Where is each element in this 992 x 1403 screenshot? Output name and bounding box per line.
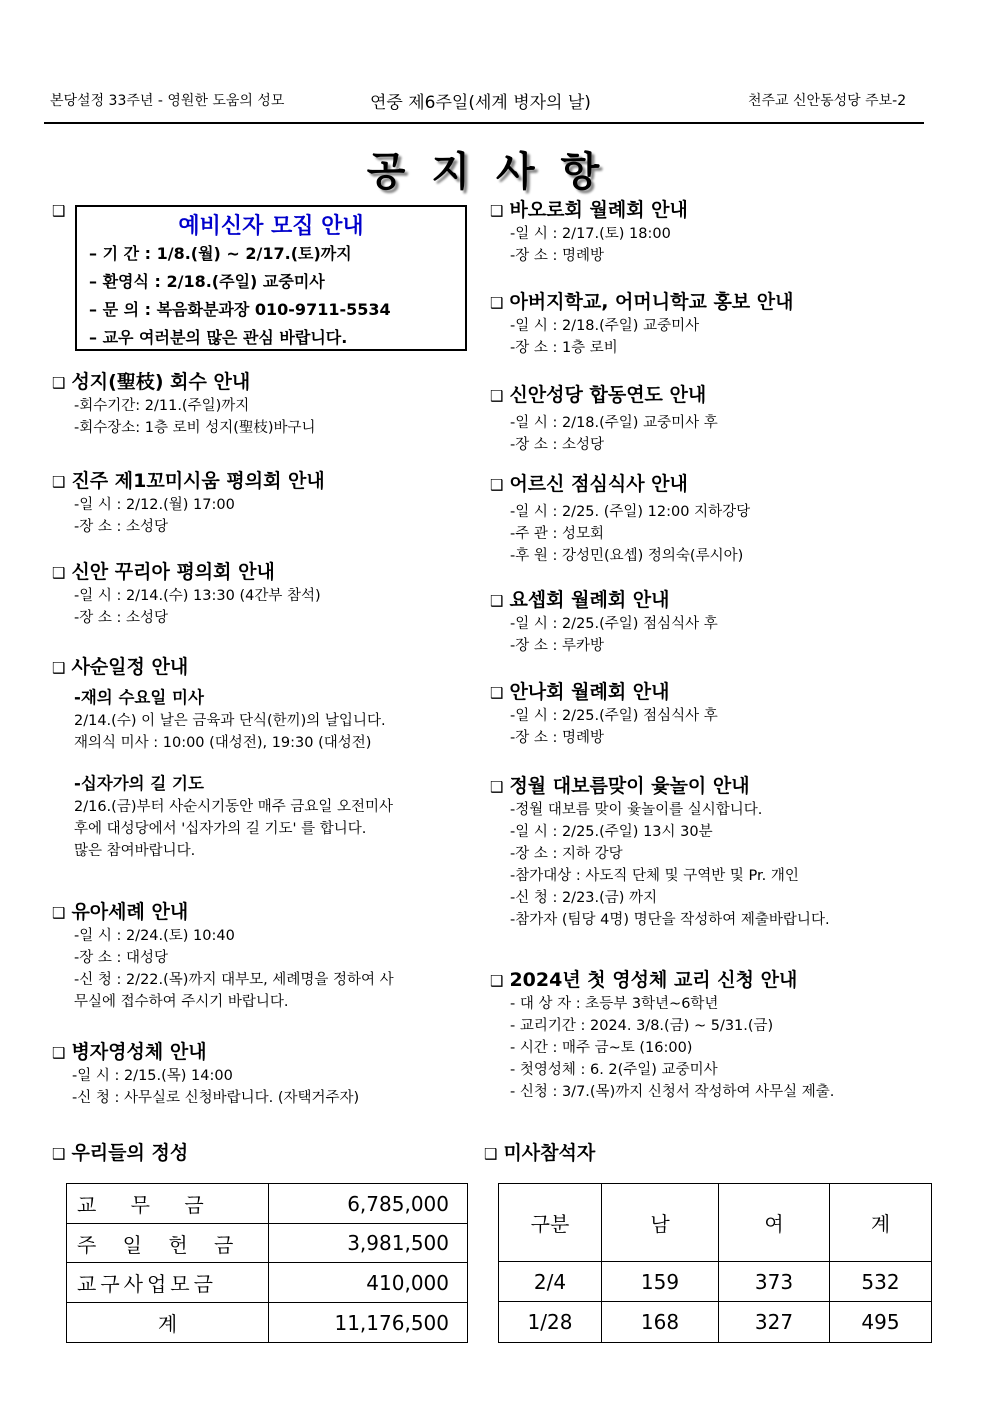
- column-header: 계: [830, 1184, 932, 1262]
- section-line: -일 시 : 2/25.(주일) 13시 30분: [510, 824, 713, 840]
- notice-section: ❑ 어르신 점심식사 안내 -일 시 : 2/25. (주일) 12:00 지하강당 -주 관 : 성모회 -후 원 : 강성민(요셉) 정의숙(루시아): [490, 472, 750, 567]
- section-line: 2/14.(수) 이 날은 금육과 단식(한끼)의 날입니다.: [74, 713, 386, 729]
- notice-section: ❑ 요셉회 월례회 안내 -일 시 : 2/25.(주일) 점심식사 후 -장 소 : 루카방: [490, 588, 718, 657]
- section-title: 어르신 점심식사 안내: [509, 473, 688, 495]
- section-line: -일 시 : 2/15.(목) 14:00: [72, 1068, 233, 1084]
- header-right: 천주교 신안동성당 주보-2: [748, 93, 907, 109]
- section-title: 2024년 첫 영성체 교리 신청 안내: [509, 969, 798, 991]
- section-line: -일 시 : 2/14.(수) 13:30 (4간부 참석): [74, 588, 321, 604]
- section-line: -장 소 : 소성당: [510, 437, 604, 453]
- section-line: -참가대상 : 사도직 단체 및 구역반 및 Pr. 개인: [510, 868, 799, 884]
- notice-section: ❑ 바오로회 월례회 안내 -일 시 : 2/17.(토) 18:00 -장 소 : 명례방: [490, 198, 688, 267]
- recruit-box: [75, 205, 467, 351]
- section-line: - 교리기간 : 2024. 3/8.(금) ~ 5/31.(금): [510, 1018, 774, 1034]
- table-cell: 168: [602, 1302, 719, 1343]
- section-line: -참가자 (팀당 4명) 명단을 작성하여 제출바랍니다.: [510, 912, 830, 928]
- table-row: [499, 1262, 932, 1302]
- header-divider: [44, 122, 924, 124]
- notice-section: ❑ 사순일정 안내 -재의 수요일 미사 2/14.(수) 이 날은 금육과 단식(한끼)의 날입니다. 재의식 미사 : 10:00 (대성전), 19:30 (대성전) -십자가의 길 기도 2/16.(금)부터 사순시기동안 매주 금요일 오전미사 후에 대성당에서 '십자가의 길 기도' 를 합니다. 많은 참여바랍니다.: [52, 655, 393, 862]
- section-title: 병자영성체 안내: [71, 1041, 207, 1063]
- section-line: -장 소 : 명례방: [510, 730, 604, 746]
- section-line: -후 원 : 강성민(요셉) 정의숙(루시아): [510, 548, 744, 564]
- section-line: -주 관 : 성모회: [510, 526, 604, 542]
- section-title: 안나회 월례회 안내: [509, 681, 670, 703]
- notice-section: ❑ 병자영성체 안내 -일 시 : 2/15.(목) 14:00 -신 청 : 사무실로 신청바랍니다. (자택거주자): [52, 1040, 359, 1109]
- recruit-line: – 환영식 : 2/18.(주일) 교중미사: [89, 272, 325, 291]
- page-title: 공지사항: [366, 149, 626, 195]
- recruit-line: – 문 의 : 복음화분과장 010-9711-5534: [89, 300, 391, 319]
- section-line: -일 시 : 2/25. (주일) 12:00 지하강당: [510, 504, 751, 520]
- section-title: 신안성당 합동연도 안내: [509, 384, 707, 406]
- notice-section: ❑ 유아세례 안내 -일 시 : 2/24.(토) 10:40 -장 소 : 대성당 -신 청 : 2/22.(목)까지 대부모, 세례명을 정하여 사 무실에 접수하여 주시기 바랍니다.: [52, 900, 394, 1013]
- section-line: -장 소 : 소성당: [74, 610, 168, 626]
- section-line: -장 소 : 1층 로비: [510, 340, 618, 356]
- notice-section: ❑ 신안성당 합동연도 안내 -일 시 : 2/18.(주일) 교중미사 후 -장 소 : 소성당: [490, 383, 718, 456]
- table-row: [499, 1302, 932, 1343]
- notice-section: ❑ 진주 제1꼬미시움 평의회 안내 -일 시 : 2/12.(월) 17:00 -장 소 : 소성당: [52, 469, 325, 538]
- recruit-bullet: ❑: [52, 202, 66, 220]
- section-line: -일 시 : 2/18.(주일) 교중미사: [510, 318, 700, 334]
- section-line: -장 소 : 루카방: [510, 638, 604, 654]
- table-cell: 373: [719, 1262, 830, 1302]
- table-cell: 1/28: [499, 1302, 602, 1343]
- section-line: -장 소 : 소성당: [74, 519, 168, 535]
- offering-heading: ❑ 우리들의 정성: [52, 1142, 189, 1164]
- section-line: -일 시 : 2/12.(월) 17:00: [74, 497, 235, 513]
- offering-value: 11,176,500: [269, 1303, 468, 1343]
- offering-label: 계: [67, 1303, 269, 1343]
- section-title: 아버지학교, 어머니학교 홍보 안내: [509, 291, 794, 313]
- table-row: [67, 1303, 468, 1343]
- table-row: [67, 1263, 468, 1303]
- table-cell: 2/4: [499, 1262, 602, 1302]
- notice-section: ❑ 아버지학교, 어머니학교 홍보 안내 -일 시 : 2/18.(주일) 교중미사 -장 소 : 1층 로비: [490, 290, 793, 359]
- section-title: 바오로회 월례회 안내: [509, 199, 688, 221]
- subsection-title: -재의 수요일 미사: [74, 688, 204, 707]
- notice-section: ❑ 안나회 월례회 안내 -일 시 : 2/25.(주일) 점심식사 후 -장 소 : 명례방: [490, 680, 718, 749]
- table-cell: 327: [719, 1302, 830, 1343]
- offering-value: 3,981,500: [269, 1224, 468, 1263]
- column-header: 남: [602, 1184, 719, 1262]
- offering-title: 우리들의 정성: [71, 1142, 189, 1164]
- section-line: 많은 참여바랍니다.: [74, 843, 196, 859]
- section-title: 정월 대보름맞이 윷놀이 안내: [509, 775, 750, 797]
- section-line: -신 청 : 2/23.(금) 까지: [510, 890, 658, 906]
- section-title: 유아세례 안내: [71, 901, 189, 923]
- section-title: 성지(聖枝) 회수 안내: [71, 371, 251, 393]
- notice-section: ❑ 정월 대보름맞이 윷놀이 안내 -정월 대보름 맞이 윷놀이를 실시합니다. -일 시 : 2/25.(주일) 13시 30분 -장 소 : 지하 강당 -참가대상 : 사도직 단체 및 구역반 및 Pr. 개인 -신 청 : 2/23.(금) 까지 -참가자 (팀당 4명) 명단을 작성하여 제출바랍니다.: [490, 774, 830, 931]
- column-header: 구분: [499, 1184, 602, 1262]
- header-left: 본당설정 33주년 - 영원한 도움의 성모: [50, 93, 285, 109]
- section-line: - 시간 : 매주 금~토 (16:00): [510, 1040, 693, 1056]
- section-line: -신 청 : 2/22.(목)까지 대부모, 세례명을 정하여 사: [74, 972, 394, 988]
- section-line: -일 시 : 2/18.(주일) 교중미사 후: [510, 415, 718, 431]
- offering-value: 410,000: [269, 1263, 468, 1303]
- section-line: -회수장소: 1층 로비 성지(聖枝)바구니: [74, 420, 316, 436]
- offering-label: 교구사업모금: [67, 1263, 269, 1303]
- attendance-table: [498, 1183, 932, 1343]
- section-line: 재의식 미사 : 10:00 (대성전), 19:30 (대성전): [74, 735, 372, 751]
- table-cell: 495: [830, 1302, 932, 1343]
- section-line: -정월 대보름 맞이 윷놀이를 실시합니다.: [510, 802, 763, 818]
- table-cell: 532: [830, 1262, 932, 1302]
- notice-section: ❑ 성지(聖枝) 회수 안내 -회수기간: 2/11.(주일)까지 -회수장소: 1층 로비 성지(聖枝)바구니: [52, 370, 316, 439]
- recruit-title: 예비신자 모집 안내: [178, 214, 364, 239]
- section-line: -장 소 : 지하 강당: [510, 846, 623, 862]
- header-center: 연중 제6주일(세계 병자의 날): [370, 93, 591, 113]
- notice-section: ❑ 2024년 첫 영성체 교리 신청 안내 - 대 상 자 : 초등부 3학년~6학년 - 교리기간 : 2024. 3/8.(금) ~ 5/31.(금) - 시간 : 매주 금~토 (16:00) - 첫영성체 : 6. 2(주일) 교중미사 - 신청 : 3/7.(목)까지 신청서 작성하여 사무실 제출.: [490, 968, 834, 1103]
- section-line: -신 청 : 사무실로 신청바랍니다. (자택거주자): [72, 1090, 360, 1106]
- subsection-title: -십자가의 길 기도: [74, 774, 204, 793]
- section-line: 무실에 접수하여 주시기 바랍니다.: [74, 994, 289, 1010]
- offering-label: 주 일 헌 금: [67, 1224, 269, 1263]
- table-cell: 159: [602, 1262, 719, 1302]
- section-line: - 신청 : 3/7.(목)까지 신청서 작성하여 사무실 제출.: [510, 1084, 835, 1100]
- section-title: 요셉회 월례회 안내: [509, 589, 670, 611]
- offering-label: 교 무 금: [67, 1184, 269, 1224]
- table-row: [67, 1224, 468, 1263]
- section-line: 후에 대성당에서 '십자가의 길 기도' 를 합니다.: [74, 821, 367, 837]
- recruit-line: – 기 간 : 1/8.(월) ~ 2/17.(토)까지: [89, 244, 352, 263]
- table-row: [67, 1184, 468, 1224]
- column-header: 여: [719, 1184, 830, 1262]
- attendance-title: 미사참석자: [503, 1142, 596, 1164]
- section-line: -일 시 : 2/25.(주일) 점심식사 후: [510, 616, 718, 632]
- section-line: -회수기간: 2/11.(주일)까지: [74, 398, 250, 414]
- section-title: 진주 제1꼬미시움 평의회 안내: [71, 470, 325, 492]
- section-title: 사순일정 안내: [71, 656, 189, 678]
- notice-section: ❑ 신안 꾸리아 평의회 안내 -일 시 : 2/14.(수) 13:30 (4간부 참석) -장 소 : 소성당: [52, 560, 321, 629]
- recruit-line: – 교우 여러분의 많은 관심 바랍니다.: [89, 328, 348, 347]
- table-header-row: [499, 1184, 932, 1262]
- attendance-heading: ❑ 미사참석자: [484, 1142, 596, 1164]
- section-line: 2/16.(금)부터 사순시기동안 매주 금요일 오전미사: [74, 799, 394, 815]
- section-line: -장 소 : 명례방: [510, 248, 604, 264]
- section-line: - 첫영성체 : 6. 2(주일) 교중미사: [510, 1062, 718, 1078]
- offering-value: 6,785,000: [269, 1184, 468, 1224]
- section-title: 신안 꾸리아 평의회 안내: [71, 561, 275, 583]
- section-line: -일 시 : 2/25.(주일) 점심식사 후: [510, 708, 718, 724]
- section-line: -일 시 : 2/17.(토) 18:00: [510, 226, 671, 242]
- offering-table: [66, 1183, 468, 1343]
- section-line: - 대 상 자 : 초등부 3학년~6학년: [510, 996, 719, 1012]
- section-line: -장 소 : 대성당: [74, 950, 168, 966]
- section-line: -일 시 : 2/24.(토) 10:40: [74, 928, 235, 944]
